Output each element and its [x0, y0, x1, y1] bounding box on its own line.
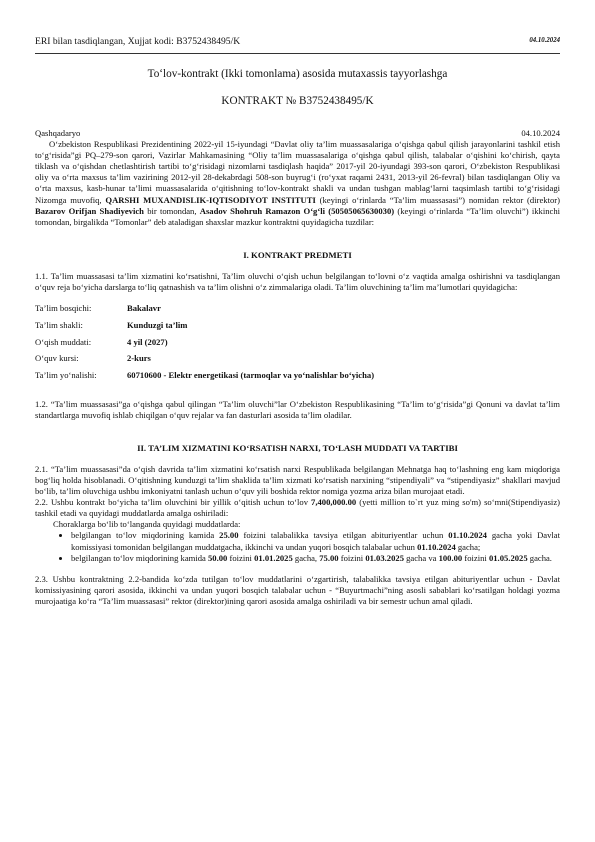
schedule-text: gacha. — [527, 552, 552, 563]
schedule-text: gacha; — [455, 541, 481, 552]
info-label: Ta’lim bosqichi: — [35, 303, 92, 314]
info-row — [35, 353, 374, 370]
schedule-text: foizini talabalikka tavsiya etilgan abituriyentlar uchun — [238, 530, 449, 541]
schedule-date: 01.01.2025 — [254, 552, 293, 563]
schedule-date: 01.10.2024 — [448, 530, 487, 541]
info-label: Ta’lim yo‘nalishi: — [35, 369, 97, 380]
clause-1-2: 1.2. “Ta’lim muassasasi”ga o‘qishga qabul qilingan “Ta’lim oluvchi”lar O‘zbekiston Respublikasining “Ta’lim to‘g‘risida”gi Qonuni va davlat ta’lim standartlarga muvofiq ishlab chiqilgan o‘quv rejalar va fan dasturlari asosida ta’lim oladilar. — [35, 398, 560, 420]
payment-schedule-item — [71, 530, 560, 552]
intro-text-1: O‘zbekiston Respublikasi Prezidentining 2022-yil 15-iyundagi “Davlat oliy ta’lim muassasalariga o‘qishga qabul qilish jarayonlarini tashkil etish to‘g‘risida”gi PQ–279-son qarori, Vazirlar Mahkamasining “Oliy ta’lim muassasalariga o‘qishga qabul qilish, talabalar o‘qishini ko‘chirish, qayta tiklash va o‘qishdan chetlashtirish tartibi to‘g‘risidagi nizomlarni tasdiqlash haqida” 2017-yil 20-iyundagi 393-son qarori, O‘zbekiston Respublikasi oliy va o‘rta maxsus ta’lim vazirining 2012-yil 28-dekabrdagi 508-son buyrug‘i (ro‘yxat raqami 2431, 2013-yil 26-fevral) bilan tasdiqlangan Oliy va o‘rta maxsus, kasb-hunar ta’limi muassasalarida o‘qitishning to‘lov-kontrakt shakli va undan tushgan mablag‘larni taqsimlash tartibi to‘g‘risidagi Nizomga muvofiq, — [35, 139, 560, 205]
schedule-text: gacha, — [292, 552, 320, 563]
info-label: Ta’lim shakli: — [35, 319, 83, 330]
intro-text-2: (keyingi o‘rinlarda “Ta’lim muassasasi”) nomidan rektor (direktor) — [315, 194, 560, 205]
info-row — [35, 337, 374, 354]
schedule-text: belgilangan to‘lov miqdorining kamida — [71, 530, 220, 541]
rector-name: Bazarov Orifjan Shadiyevich — [35, 205, 144, 216]
clause-2-3: 2.3. Ushbu kontraktning 2.2-bandida ko‘zda tutilgan to‘lov muddatlarini o‘zgartirish, talabalikka tavsiya etilgan abituriyentlar uchun - Davlat komissiyasining qarori asosida, ikkinchi va undan yuqori bosqich talabalar uchun - “Buyurtmachi”ning asosli sabablari ko‘rsatilgan holdagi yozma murojaatiga ko‘ra “Ta’lim muassasasi” rektor (direktor)ining qarori asosida amalga oshiriladi va bir semestr uchun amal qiladi. — [35, 573, 560, 606]
schedule-date: 01.10.2024 — [417, 541, 456, 552]
section-1-heading: I. KONTRAKT PREDMETI — [243, 249, 352, 260]
intro-text-4: (keyingi o‘rinlarda “Ta’lim oluvchi”) ikkinchi tomondan, birgalikda “Tomonlar” deb ataladigan shaxslar mazkur kontraktni quyidagicha tuzdilar: — [35, 205, 561, 227]
schedule-percent: 100.00 — [438, 552, 463, 563]
clause-2-1: 2.1. “Ta’lim muassasasi”da o‘qish davrida ta’lim xizmatini ko‘rsatish narxi Respublikada belgilangan Mehnatga haq to‘lashning eng kam miqdoriga bog‘liq holda hisoblanadi. O‘qitishning kunduzgi ta’lim shaklida ta’lim xizmati ko‘rsatish narxining “stipendiyali” va “stipendiyasiz” shakllari mavjud bo‘lib, ta’lim oluvchiga ushbu imkoniyatni tanlash uchun o‘quv yili boshida rektor nomiga yozma ariza bilan murojaat etadi. — [35, 463, 560, 497]
header-verification-code: ERI bilan tasdiqlangan, Xujjat kodi: B3752438495/K — [35, 36, 241, 47]
clause-1-1: 1.1. Ta’lim muassasasi ta’lim xizmatini ko‘rsatishni, Ta’lim oluvchi o‘qish uchun belgilangan to‘lovni o‘z vaqtida amalga oshirishni va tasdiqlangan o‘quv reja bo‘yicha darslarga to‘liq qatnashish va ta’lim olishni o‘z zimmalariga oladi. Ta’lim oluvchining ta’lim ma’lumotlari quyidagicha: — [35, 270, 560, 293]
place: Qashqadaryo — [35, 128, 81, 138]
header-divider — [35, 53, 560, 54]
place-date-row — [35, 128, 560, 139]
schedule-text: gacha va — [403, 552, 439, 563]
clause-2-2 — [35, 497, 560, 519]
schedule-text: belgilangan to‘lov miqdorining kamida — [71, 552, 208, 563]
section-2-heading: II. TA’LIM XIZMATINI KO‘RSATISH NARXI, TO‘LASH MUDDATI VA TARTIBI — [137, 442, 458, 453]
info-value: 2-kurs — [127, 353, 151, 364]
student-name: Asadov Shohruh Ramazon O‘g‘li (50505065630030) — [199, 205, 395, 216]
info-value: 4 yil (2027) — [127, 336, 168, 347]
contract-body — [35, 128, 560, 607]
intro-paragraph — [35, 139, 560, 228]
schedule-percent: 25.00 — [219, 530, 239, 541]
payment-schedule-item — [71, 553, 560, 564]
schedule-percent: 50.00 — [208, 552, 228, 563]
schedule-text: foizini — [227, 552, 255, 563]
schedule-date: 01.03.2025 — [365, 552, 404, 563]
info-value: Bakalavr — [127, 303, 161, 314]
header-date: 04.10.2024 — [529, 37, 560, 44]
quarterly-payment-note: Choraklarga bo‘lib to‘langanda quyidagi muddatlarda: — [53, 519, 241, 530]
info-row — [35, 370, 374, 387]
institution-name: QARSHI MUXANDISLIK-IQTISODIYOT INSTITUTI — [105, 194, 316, 205]
student-info-table — [35, 303, 374, 386]
intro-text-3: bir tomondan, — [143, 205, 200, 216]
document-header — [35, 36, 560, 50]
document-title: To‘lov-kontrakt (Ikki tomonlama) asosida mutaxassis tayyorlashga — [147, 68, 448, 80]
schedule-text: foizini — [338, 552, 366, 563]
schedule-text: foizini — [462, 552, 489, 563]
payment-schedule-list — [35, 530, 560, 563]
payment-amount: 7,400,000.00 — [311, 497, 357, 508]
info-row — [35, 303, 374, 320]
clause-2-2-text-1: 2.2. Ushbu kontrakt bo‘yicha ta’lim oluvchini bir yillik o‘qitish uchun to‘lov — [35, 497, 312, 508]
clause-2-2-text-2: (yetti million to`rt yuz ming so'm) so‘mni(Stipendiyasiz) tashkil etadi va quyidagi muddatlarda amalga oshiriladi: — [35, 497, 560, 519]
info-value: 60710600 - Elektr energetikasi (tarmoqlar va yo‘nalishlar bo‘yicha) — [127, 369, 375, 380]
schedule-percent: 75.00 — [319, 552, 339, 563]
schedule-text: gacha yoki Davlat komissiyasi tomonidan belgilangan muddatgacha, ikkinchi va undan yuqori bosqich talabalar uchun — [71, 530, 560, 552]
info-value: Kunduzgi ta’lim — [127, 319, 188, 330]
info-label: O‘qish muddati: — [35, 336, 92, 347]
schedule-date: 01.05.2025 — [488, 552, 528, 563]
contract-number-title: KONTRAKT № B3752438495/K — [221, 95, 374, 107]
info-label: O‘quv kursi: — [35, 353, 79, 364]
contract-date: 04.10.2024 — [521, 128, 560, 138]
info-row — [35, 320, 374, 337]
